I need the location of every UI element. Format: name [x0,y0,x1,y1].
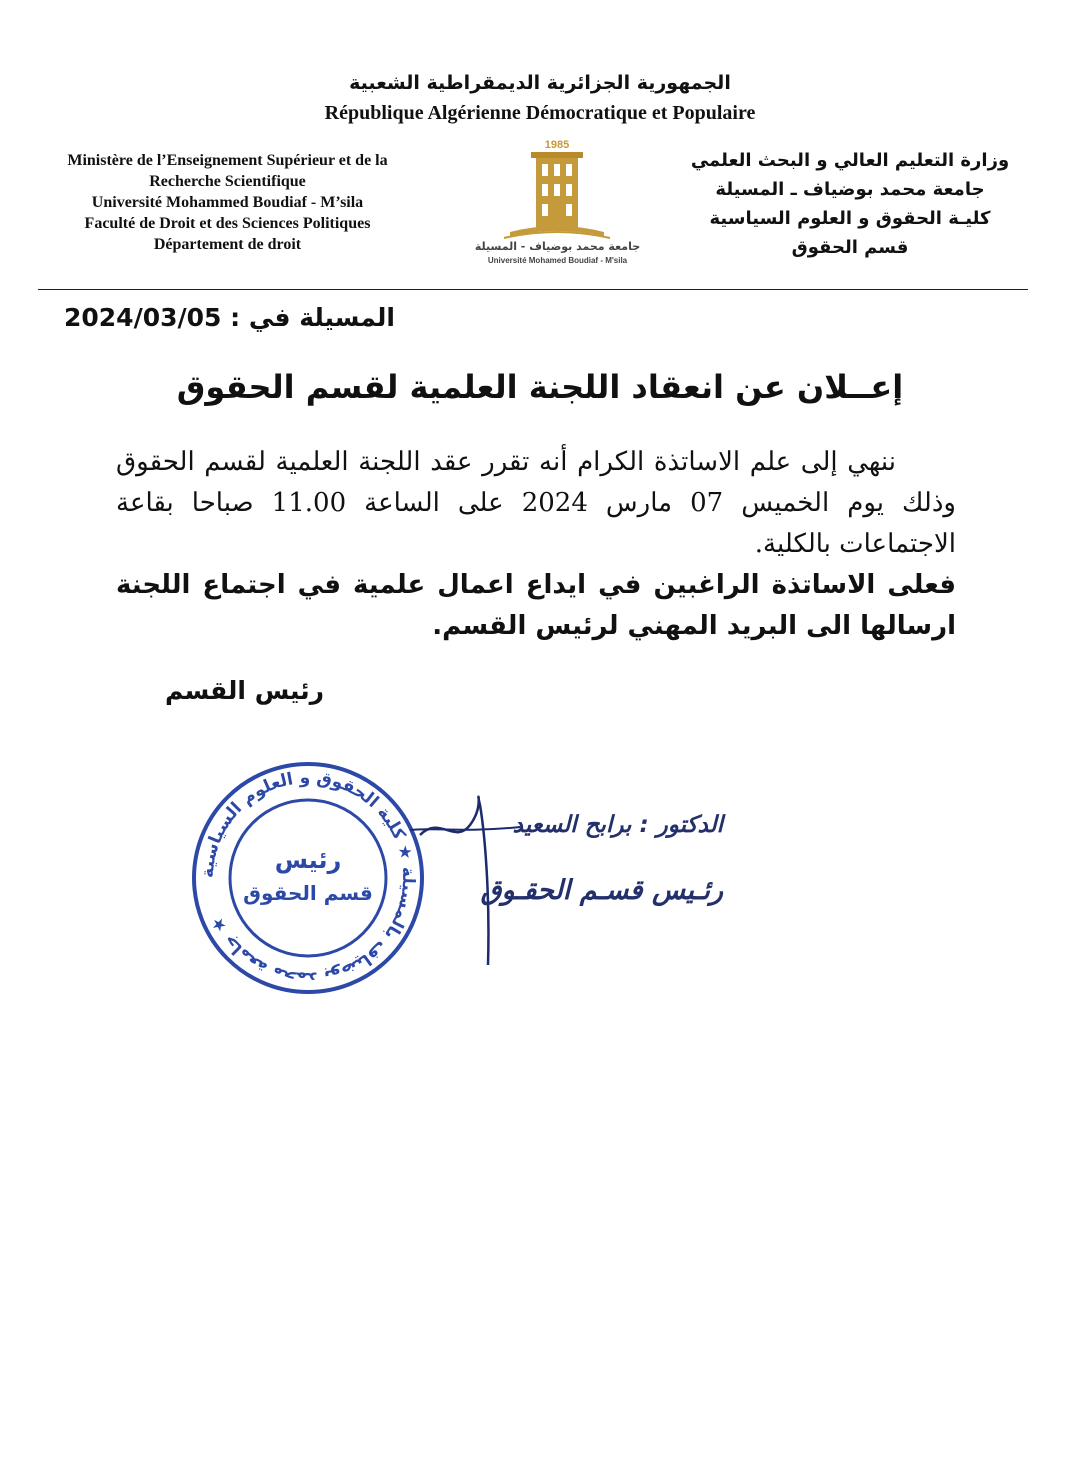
department-line-arabic: قسم الحقوق [791,237,909,258]
body-paragraph-2: فعلى الاساتذة الراغبين في ايداع اعمال علمية في اجتماع اللجنة ارسالها الى البريد المهني لرئيس القسم. [116,570,956,641]
header-divider [38,289,1028,290]
signature-name: الدكتور : برابح السعيد [512,812,723,838]
official-stamp-icon [188,758,428,998]
faculty-line-arabic: كليـة الحقوق و العلوم السياسية [709,208,991,229]
institution-block-arabic [690,146,1010,262]
stamp-center-text-2: قسم الحقوق [243,881,373,905]
faculty-line: Faculté de Droit et des Sciences Politiques [84,215,371,232]
logo-caption-french: Université Mohamed Boudiaf - M'sila [487,256,628,265]
body-paragraph-1: ننهي إلى علم الاساتذة الكرام أنه تقرر عقد اللجنة العلمية لقسم الحقوق وذلك يوم الخميس 07 مارس 2024 على الساعة 11.00 صباحا بقاعة الاجتماعات بالكلية. [116,447,956,559]
date-line: المسيلة في : 2024/03/05 [64,303,395,332]
department-line: Département de droit [153,236,302,253]
ministry-line-arabic: وزارة التعليم العالي و البحث العلمي [690,150,1010,171]
university-line: Université Mohammed Boudiaf - M’sila [91,194,364,211]
logo-caption-arabic: جامعة محمد بوضياف - المسيلة [474,240,641,253]
stamp-center-text-1: رئيس [274,846,342,874]
announcement-title: إعــلان عن انعقاد اللجنة العلمية لقسم الحقوق [176,368,904,406]
header-french-republic: République Algérienne Démocratique et Populaire [324,102,756,124]
ministry-line-1: Ministère de l’Enseignement Supérieur et de la [67,152,388,169]
institution-block-french [40,150,415,255]
stamp-outer-text: جامعة محمد بوضياف بالمسيلة ★ كلية الحقوق و العلوم السياسية ★ [197,767,419,989]
announcement-body [116,442,956,647]
logo-year: 1985 [544,139,570,151]
signatory-label: رئيس القسم [165,676,325,705]
signature-title: رئـيس قسـم الحقـوق [480,875,723,906]
ministry-line-2: Recherche Scientifique [149,173,306,190]
header-arabic-republic: الجمهورية الجزائرية الديمقراطية الشعبية [349,72,731,94]
university-line-arabic: جامعة محمد بوضياف ـ المسيلة [715,179,985,200]
